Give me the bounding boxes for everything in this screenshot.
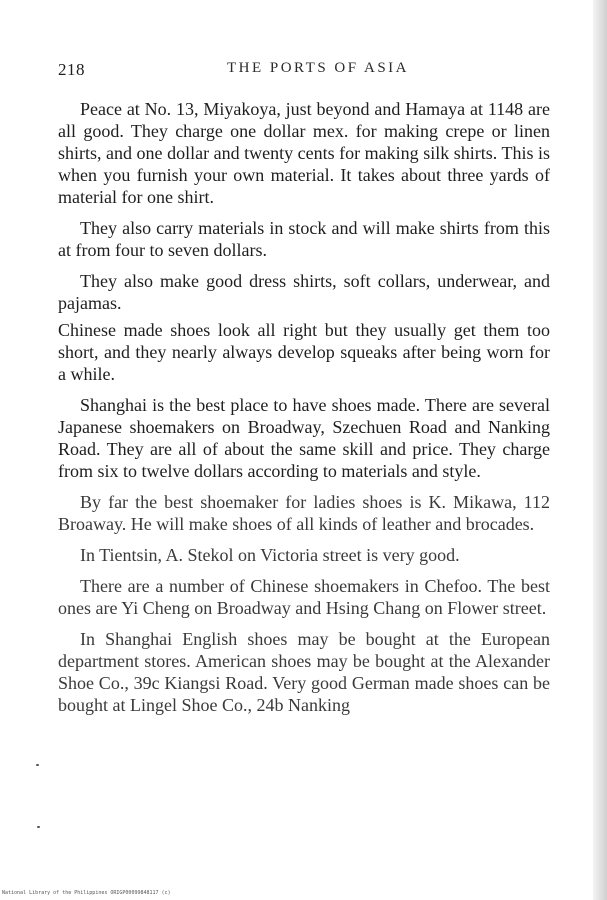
page-edge-shadow <box>593 0 607 900</box>
running-head: THE PORTS OF ASIA <box>226 60 410 76</box>
paragraph-9: In Shanghai English shoes may be bought at the European department stores. American shoes may be bought at the Alexander Shoe Co., 39c Kiangsi Road. Very good German made shoes can be bought at Lingel Shoe Co., 24b Nanking <box>58 629 550 715</box>
paragraph-2: They also carry materials in stock and will make shirts from this at from four to seven dollars. <box>58 218 550 260</box>
paragraph-7: In Tientsin, A. Stekol on Victoria street is very good. <box>80 545 460 565</box>
body-text <box>58 98 550 725</box>
paragraph-8: There are a number of Chinese shoemakers in Chefoo. The best ones are Yi Cheng on Broadway and Hsing Chang on Flower street. <box>58 576 550 618</box>
paragraph-1: Peace at No. 13, Miyakoya, just beyond and Hamaya at 1148 are all good. They charge one dollar mex. for making crepe or linen shirts, and one dollar and twenty cents for making silk shirts. This is when you furnish your own material. It takes about three yards of material for one shirt. <box>58 99 550 207</box>
page-number: 218 <box>58 60 85 79</box>
scan-speck <box>36 764 39 766</box>
scan-speck <box>37 826 40 828</box>
paragraph-5: Shanghai is the best place to have shoes made. There are several Japanese shoemakers on Broadway, Szechuen Road and Nanking Road. They are all of about the same skill and price. They charge from six to twelve dollars according to materials and style. <box>58 395 550 481</box>
paragraph-6: By far the best shoemaker for ladies shoes is K. Mikawa, 112 Broaway. He will make shoes of all kinds of leather and brocades. <box>58 492 550 534</box>
page-header <box>58 60 558 84</box>
footer-watermark: National Library of the Philippines ORIGP00099848117 (c) <box>2 890 171 896</box>
paragraph-4: Chinese made shoes look all right but they usually get them too short, and they nearly always develop squeaks after being worn for a while. <box>58 320 550 384</box>
paragraph-3: They also make good dress shirts, soft collars, underwear, and pajamas. <box>58 271 550 313</box>
